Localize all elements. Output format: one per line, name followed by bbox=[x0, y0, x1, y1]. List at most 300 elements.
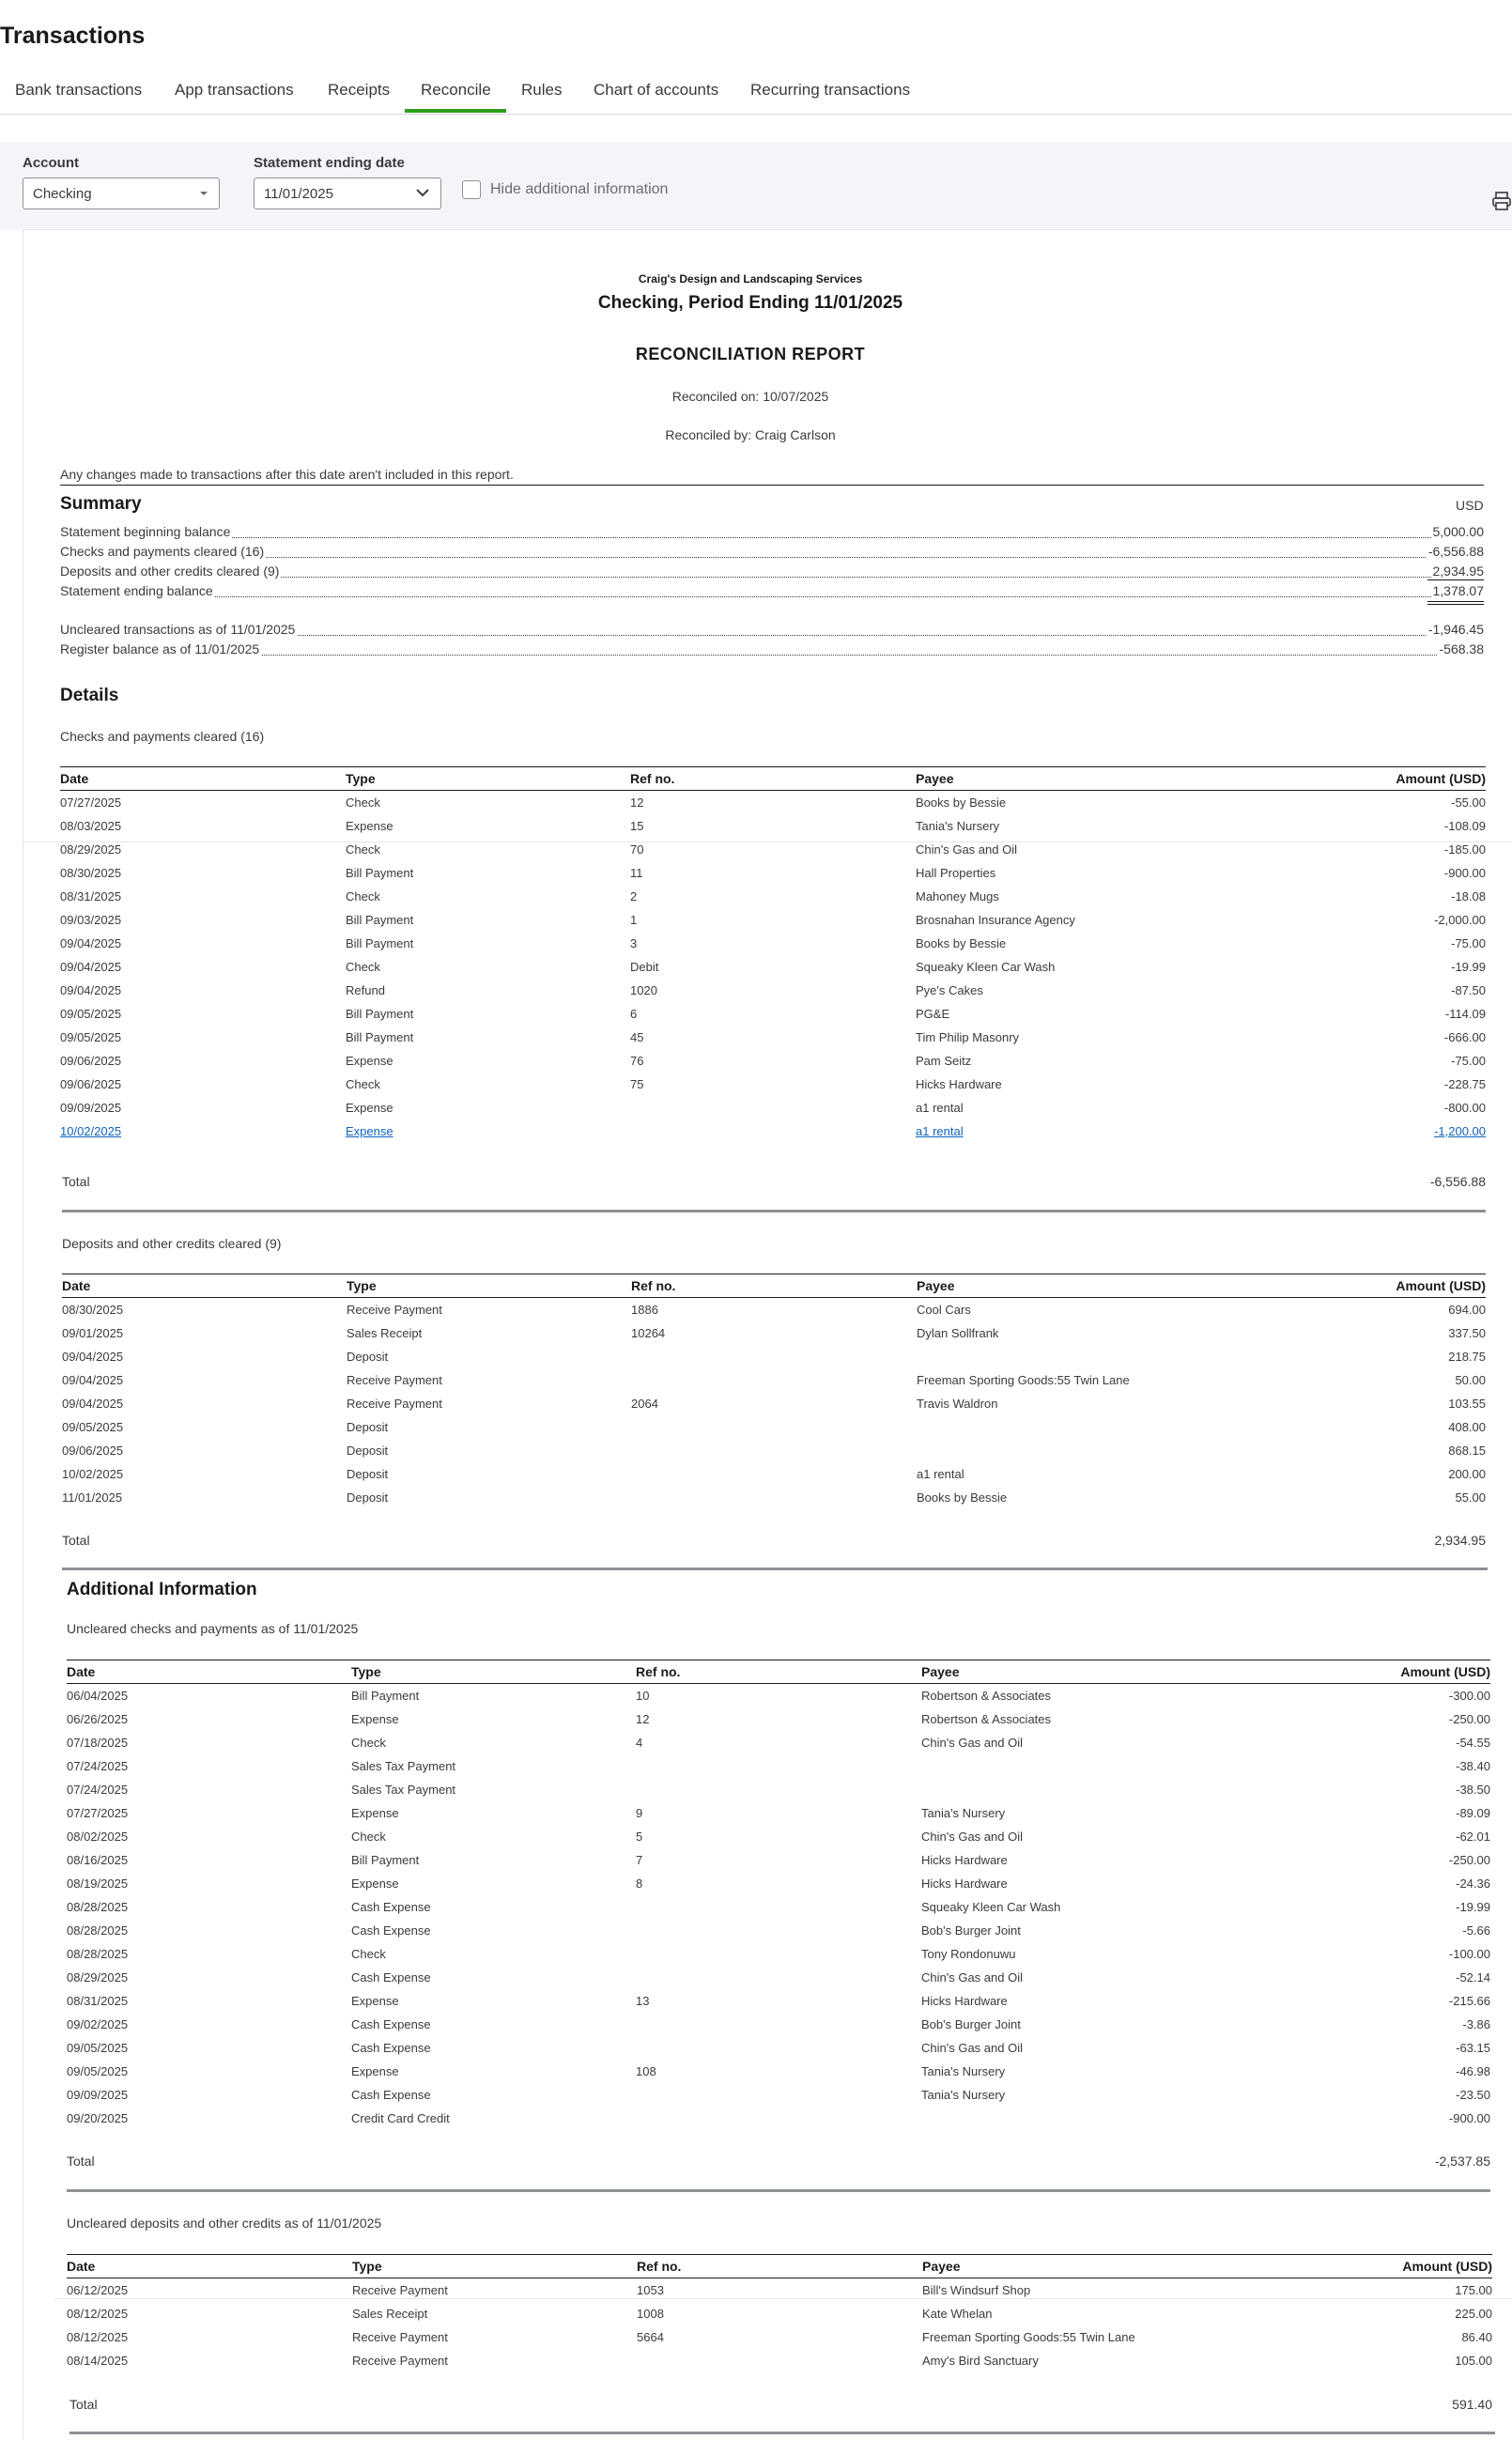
cell-ref: 45 bbox=[630, 1030, 644, 1044]
cell-payee: Chin's Gas and Oil bbox=[921, 1970, 1023, 1984]
table-row[interactable] bbox=[67, 1919, 1490, 1942]
cell-payee: Bob's Burger Joint bbox=[921, 2017, 1021, 2031]
summary-line: Register balance as of 11/01/2025 -568.38 bbox=[60, 641, 1484, 656]
section-divider bbox=[54, 2298, 1512, 2299]
column-header-type[interactable]: Type bbox=[352, 2255, 637, 2278]
cell-type: Cash Expense bbox=[351, 2088, 431, 2102]
cell-amount: -19.99 bbox=[1456, 1900, 1490, 1914]
cell-date: 09/09/2025 bbox=[60, 1101, 122, 1115]
cell-type: Deposit bbox=[347, 1420, 389, 1434]
cell-date: 11/01/2025 bbox=[62, 1490, 123, 1505]
table-row[interactable] bbox=[60, 1049, 1486, 1073]
tab-chart-of-accounts[interactable]: Chart of accounts bbox=[594, 81, 719, 99]
cell-ref bbox=[636, 1778, 921, 1801]
table-row[interactable] bbox=[62, 1462, 1486, 1486]
uncleared-deposits-table bbox=[67, 2254, 1492, 2372]
checks-cleared-title: Checks and payments cleared (16) bbox=[60, 729, 265, 744]
table-row[interactable] bbox=[60, 1096, 1486, 1120]
cell-payee: Bill's Windsurf Shop bbox=[922, 2283, 1031, 2297]
column-header-date[interactable]: Date bbox=[67, 2255, 352, 2278]
cell-ref: 2064 bbox=[631, 1397, 658, 1411]
report-period: Checking, Period Ending 11/01/2025 bbox=[597, 293, 903, 313]
additional-info-heading: Additional Information bbox=[67, 1580, 257, 1599]
cell-date: 08/14/2025 bbox=[67, 2354, 129, 2368]
cell-payee: Hicks Hardware bbox=[916, 1077, 1002, 1091]
cell-type: Check bbox=[351, 1736, 386, 1750]
cell-ref: 1 bbox=[630, 913, 638, 927]
cell-amount: 408.00 bbox=[1448, 1420, 1486, 1434]
table-row[interactable] bbox=[67, 1778, 1490, 1801]
cell-type: Sales Tax Payment bbox=[351, 1759, 456, 1773]
cell-date: 09/20/2025 bbox=[67, 2111, 129, 2125]
statement-date-select[interactable] bbox=[254, 178, 441, 209]
active-tab-indicator bbox=[405, 109, 506, 113]
uncleared-checks-total-value: -2,537.85 bbox=[1434, 2154, 1490, 2169]
cell-amount: 694.00 bbox=[1448, 1303, 1486, 1317]
cell-amount: -300.00 bbox=[1448, 1689, 1490, 1703]
cell-type: Expense bbox=[346, 819, 393, 833]
cell-type[interactable]: Expense bbox=[346, 1124, 393, 1138]
cell-type: Receive Payment bbox=[352, 2283, 448, 2297]
cell-payee: Cool Cars bbox=[917, 1303, 971, 1317]
details-heading: Details bbox=[60, 686, 119, 705]
cell-ref: 2 bbox=[630, 889, 638, 903]
column-header-type[interactable]: Type bbox=[346, 767, 630, 791]
column-header-date[interactable]: Date bbox=[67, 1660, 351, 1684]
cell-type: Bill Payment bbox=[351, 1853, 420, 1867]
cell-ref bbox=[636, 1754, 921, 1778]
cell-ref bbox=[631, 1345, 917, 1368]
cell-type: Cash Expense bbox=[351, 1923, 431, 1938]
hide-additional-checkbox[interactable] bbox=[462, 180, 481, 199]
cell-ref: 1053 bbox=[637, 2283, 664, 2297]
cell-payee[interactable]: a1 rental bbox=[916, 1124, 964, 1138]
cell-amount: -23.50 bbox=[1456, 2088, 1490, 2102]
cell-amount: -114.09 bbox=[1444, 1007, 1486, 1021]
cell-payee: Books by Bessie bbox=[916, 795, 1007, 810]
column-header-payee[interactable]: Payee bbox=[921, 1660, 1206, 1684]
cell-payee: Chin's Gas and Oil bbox=[921, 2041, 1023, 2055]
cell-amount: 55.00 bbox=[1455, 1490, 1486, 1505]
report-title: RECONCILIATION REPORT bbox=[635, 345, 866, 363]
statement-date-label: Statement ending date bbox=[254, 155, 405, 171]
cell-ref bbox=[636, 1919, 921, 1942]
cell-type: Receive Payment bbox=[352, 2354, 448, 2368]
cell-payee: Chin's Gas and Oil bbox=[916, 842, 1017, 857]
cell-payee: Tania's Nursery bbox=[921, 2088, 1006, 2102]
table-row[interactable] bbox=[62, 1298, 1486, 1322]
uncleared-checks-title: Uncleared checks and payments as of 11/01/2025 bbox=[67, 1621, 359, 1636]
table-row[interactable] bbox=[67, 1801, 1490, 1825]
table-row[interactable] bbox=[62, 1439, 1486, 1462]
cell-ref bbox=[631, 1486, 917, 1509]
cell-amount: -18.08 bbox=[1451, 889, 1486, 903]
tab-rules[interactable]: Rules bbox=[521, 81, 563, 99]
table-row[interactable] bbox=[67, 2036, 1490, 2060]
subtotal-rule bbox=[1427, 579, 1484, 580]
column-header-amount[interactable]: Amount (USD) bbox=[1201, 1274, 1486, 1298]
table-row[interactable] bbox=[67, 1989, 1490, 2013]
total-underline bbox=[62, 1567, 1488, 1570]
table-row[interactable] bbox=[60, 1002, 1486, 1026]
table-row[interactable] bbox=[62, 1392, 1486, 1415]
account-select[interactable] bbox=[23, 178, 220, 209]
cell-type: Check bbox=[346, 795, 380, 810]
cell-date: 09/04/2025 bbox=[62, 1397, 124, 1411]
cell-ref: 1020 bbox=[630, 983, 657, 997]
cell-amount: -55.00 bbox=[1451, 795, 1486, 810]
reconciled-on: Reconciled on: 10/07/2025 bbox=[671, 389, 829, 404]
cell-type: Cash Expense bbox=[351, 1970, 431, 1984]
cell-payee bbox=[917, 1415, 1201, 1439]
cell-amount: 86.40 bbox=[1461, 2330, 1492, 2344]
cell-payee: Freeman Sporting Goods:55 Twin Lane bbox=[922, 2330, 1135, 2344]
cell-date: 09/01/2025 bbox=[62, 1326, 124, 1340]
table-row[interactable] bbox=[62, 1345, 1486, 1368]
cell-date: 09/09/2025 bbox=[67, 2088, 129, 2102]
cell-date: 07/24/2025 bbox=[67, 1759, 129, 1773]
reconciled-by: Reconciled by: Craig Carlson bbox=[665, 427, 836, 442]
cell-amount: -2,000.00 bbox=[1434, 913, 1486, 927]
cell-payee: PG&E bbox=[916, 1007, 950, 1021]
cell-ref: 75 bbox=[630, 1077, 644, 1091]
tab-reconcile[interactable]: Reconcile bbox=[421, 81, 491, 99]
table-row[interactable] bbox=[67, 1684, 1490, 1708]
table-row[interactable] bbox=[67, 1707, 1490, 1731]
cell-date: 09/04/2025 bbox=[60, 936, 122, 950]
table-row[interactable] bbox=[60, 908, 1486, 932]
cell-ref: 10 bbox=[636, 1689, 650, 1703]
cell-amount: 337.50 bbox=[1448, 1326, 1486, 1340]
table-row[interactable] bbox=[67, 2325, 1492, 2349]
cell-date: 08/03/2025 bbox=[60, 819, 122, 833]
cell-type: Check bbox=[351, 1830, 386, 1844]
column-header-payee[interactable]: Payee bbox=[917, 1274, 1201, 1298]
cell-ref bbox=[636, 1966, 921, 1989]
cell-type: Expense bbox=[351, 2064, 399, 2078]
cell-date: 08/16/2025 bbox=[67, 1853, 129, 1867]
column-header-ref[interactable]: Ref no. bbox=[630, 767, 916, 791]
cell-ref: 9 bbox=[636, 1806, 643, 1820]
column-header-ref[interactable]: Ref no. bbox=[631, 1274, 917, 1298]
table-row[interactable] bbox=[60, 861, 1486, 885]
checks-total-value: -6,556.88 bbox=[1429, 1174, 1486, 1189]
cell-date: 07/27/2025 bbox=[67, 1806, 129, 1820]
cell-payee: Tania's Nursery bbox=[921, 1806, 1006, 1820]
cell-payee: Books by Bessie bbox=[917, 1490, 1008, 1505]
cell-ref: 10264 bbox=[631, 1326, 666, 1340]
cell-date: 09/06/2025 bbox=[60, 1077, 122, 1091]
cell-amount: -215.66 bbox=[1448, 1994, 1490, 2008]
cell-date: 08/28/2025 bbox=[67, 1900, 129, 1914]
table-row[interactable] bbox=[60, 979, 1486, 1002]
cell-payee: Pye's Cakes bbox=[916, 983, 983, 997]
cell-date: 08/12/2025 bbox=[67, 2307, 129, 2321]
cell-type: Receive Payment bbox=[347, 1303, 442, 1317]
table-row[interactable] bbox=[60, 885, 1486, 908]
cell-payee: Books by Bessie bbox=[916, 936, 1007, 950]
cell-amount: 218.75 bbox=[1448, 1350, 1486, 1364]
uncleared-checks-total-label: Total bbox=[67, 2154, 95, 2169]
cell-amount: -87.50 bbox=[1451, 983, 1486, 997]
column-header-amount[interactable]: Amount (USD) bbox=[1206, 1660, 1490, 1684]
cell-ref bbox=[636, 1895, 921, 1919]
checks-total-label: Total bbox=[62, 1174, 90, 1189]
cell-date: 09/06/2025 bbox=[62, 1444, 124, 1458]
cell-type: Bill Payment bbox=[346, 913, 414, 927]
cell-ref: 7 bbox=[636, 1853, 643, 1867]
cell-date: 08/12/2025 bbox=[67, 2330, 129, 2344]
statement-date-value: 11/01/2025 bbox=[264, 186, 333, 202]
cell-ref: 70 bbox=[630, 842, 644, 857]
cell-date: 09/03/2025 bbox=[60, 913, 122, 927]
table-row[interactable] bbox=[67, 2302, 1492, 2325]
cell-ref bbox=[636, 2083, 921, 2107]
chevron-down-icon bbox=[198, 186, 209, 203]
hide-additional-label: Hide additional information bbox=[490, 181, 669, 197]
deposits-cleared-title: Deposits and other credits cleared (9) bbox=[62, 1236, 282, 1251]
cell-type: Bill Payment bbox=[346, 866, 414, 880]
cell-ref[interactable] bbox=[630, 1120, 916, 1143]
cell-type: Bill Payment bbox=[351, 1689, 420, 1703]
cell-date[interactable]: 10/02/2025 bbox=[60, 1124, 122, 1138]
cell-type: Expense bbox=[351, 1712, 399, 1726]
cell-amount: -46.98 bbox=[1456, 2064, 1490, 2078]
table-row[interactable] bbox=[67, 1731, 1490, 1754]
cell-date: 06/12/2025 bbox=[67, 2283, 129, 2297]
column-header-ref[interactable]: Ref no. bbox=[637, 2255, 922, 2278]
cell-payee: Tim Philip Masonry bbox=[916, 1030, 1020, 1044]
cell-ref: 8 bbox=[636, 1876, 643, 1891]
cell-ref: 6 bbox=[630, 1007, 638, 1021]
summary-heading: Summary bbox=[60, 494, 142, 514]
table-row[interactable] bbox=[60, 1073, 1486, 1096]
cell-payee: Tania's Nursery bbox=[916, 819, 1000, 833]
cell-amount: -75.00 bbox=[1451, 936, 1486, 950]
cell-amount: -250.00 bbox=[1448, 1853, 1490, 1867]
cell-amount: -100.00 bbox=[1448, 1947, 1490, 1961]
cell-type: Expense bbox=[351, 1806, 399, 1820]
cell-date: 09/05/2025 bbox=[62, 1420, 124, 1434]
summary-line: Deposits and other credits cleared (9) 2,934.95 bbox=[60, 564, 1484, 579]
table-row[interactable] bbox=[67, 2083, 1490, 2107]
total-underline bbox=[62, 1210, 1486, 1212]
cell-type: Deposit bbox=[347, 1490, 389, 1505]
cell-payee bbox=[921, 1778, 1206, 1801]
cell-date: 06/04/2025 bbox=[67, 1689, 129, 1703]
cell-date: 06/26/2025 bbox=[67, 1712, 129, 1726]
cell-date: 09/05/2025 bbox=[60, 1030, 122, 1044]
cell-date: 09/02/2025 bbox=[67, 2017, 129, 2031]
cell-type: Expense bbox=[346, 1101, 393, 1115]
cell-amount: 50.00 bbox=[1455, 1373, 1486, 1387]
page-title: Transactions bbox=[0, 23, 146, 49]
total-rule bbox=[1427, 604, 1484, 605]
printer-icon[interactable] bbox=[1491, 191, 1512, 216]
column-header-type[interactable]: Type bbox=[347, 1274, 631, 1298]
cell-type: Deposit bbox=[347, 1467, 389, 1481]
cell-ref bbox=[630, 1096, 916, 1120]
cell-type: Cash Expense bbox=[351, 2041, 431, 2055]
cell-payee: Kate Whelan bbox=[922, 2307, 993, 2321]
cell-date: 08/29/2025 bbox=[60, 842, 122, 857]
summary-line: Checks and payments cleared (16) -6,556.88 bbox=[60, 544, 1484, 559]
cell-amount: -5.66 bbox=[1462, 1923, 1490, 1938]
column-header-payee[interactable]: Payee bbox=[916, 767, 1201, 791]
total-underline bbox=[69, 2432, 1495, 2434]
table-row[interactable] bbox=[60, 1120, 1486, 1143]
tab-app-transactions[interactable]: App transactions bbox=[175, 81, 294, 99]
table-row[interactable] bbox=[60, 1026, 1486, 1049]
cell-amount: -75.00 bbox=[1451, 1054, 1486, 1068]
cell-payee: Freeman Sporting Goods:55 Twin Lane bbox=[917, 1373, 1130, 1387]
cell-ref: 1008 bbox=[637, 2307, 664, 2321]
cell-amount: -185.00 bbox=[1443, 842, 1486, 857]
cell-payee: Pam Seitz bbox=[916, 1054, 972, 1068]
table-row[interactable] bbox=[67, 1966, 1490, 1989]
cell-type: Receive Payment bbox=[352, 2330, 448, 2344]
table-row[interactable] bbox=[67, 1848, 1490, 1872]
cell-date: 09/04/2025 bbox=[60, 960, 122, 974]
cell-amount: -900.00 bbox=[1443, 866, 1486, 880]
table-row[interactable] bbox=[60, 955, 1486, 979]
cell-type: Bill Payment bbox=[346, 1007, 414, 1021]
uncleared-deposits-total-value: 591.40 bbox=[1452, 2397, 1492, 2412]
cell-date: 08/29/2025 bbox=[67, 1970, 129, 1984]
cell-ref: 4 bbox=[636, 1736, 643, 1750]
cell-amount: 225.00 bbox=[1455, 2307, 1492, 2321]
column-header-date[interactable]: Date bbox=[62, 1274, 347, 1298]
column-header-payee[interactable]: Payee bbox=[922, 2255, 1208, 2278]
cell-date: 09/04/2025 bbox=[62, 1350, 124, 1364]
summary-line: Statement ending balance 1,378.07 bbox=[60, 583, 1484, 598]
table-row[interactable] bbox=[67, 1895, 1490, 1919]
cell-payee: Bob's Burger Joint bbox=[921, 1923, 1021, 1938]
cell-amount: -900.00 bbox=[1448, 2111, 1490, 2125]
cell-amount[interactable]: -1,200.00 bbox=[1434, 1124, 1486, 1138]
report-disclaimer: Any changes made to transactions after this date aren't included in this report. bbox=[60, 467, 514, 482]
table-row[interactable] bbox=[67, 1872, 1490, 1895]
column-header-date[interactable]: Date bbox=[60, 767, 346, 791]
cell-payee bbox=[917, 1439, 1201, 1462]
column-header-amount[interactable]: Amount (USD) bbox=[1208, 2255, 1492, 2278]
cell-amount: 175.00 bbox=[1455, 2283, 1492, 2297]
cell-date: 08/31/2025 bbox=[67, 1994, 129, 2008]
table-row[interactable] bbox=[62, 1321, 1486, 1345]
cell-date: 08/30/2025 bbox=[60, 866, 122, 880]
column-header-amount[interactable]: Amount (USD) bbox=[1201, 767, 1486, 791]
account-label: Account bbox=[23, 155, 79, 171]
cell-payee bbox=[917, 1345, 1201, 1368]
table-row[interactable] bbox=[67, 2013, 1490, 2036]
cell-ref bbox=[631, 1415, 917, 1439]
cell-payee: Dylan Sollfrank bbox=[917, 1326, 999, 1340]
cell-date: 08/28/2025 bbox=[67, 1923, 129, 1938]
cell-type: Bill Payment bbox=[346, 1030, 414, 1044]
cell-ref: 3 bbox=[630, 936, 638, 950]
cell-type: Check bbox=[351, 1947, 386, 1961]
cell-amount: -24.36 bbox=[1456, 1876, 1490, 1891]
company-name: Craig's Design and Landscaping Services bbox=[638, 272, 863, 286]
table-row[interactable] bbox=[67, 1754, 1490, 1778]
cell-type: Receive Payment bbox=[347, 1397, 442, 1411]
table-row[interactable] bbox=[60, 814, 1486, 838]
cell-date: 09/04/2025 bbox=[62, 1373, 124, 1387]
cell-type: Expense bbox=[351, 1994, 399, 2008]
table-row[interactable] bbox=[60, 791, 1486, 815]
table-row[interactable] bbox=[67, 2349, 1492, 2372]
cell-ref bbox=[631, 1439, 917, 1462]
tab-bar bbox=[0, 68, 1512, 115]
account-select-value: Checking bbox=[33, 186, 92, 202]
cell-ref: 108 bbox=[636, 2064, 656, 2078]
column-header-type[interactable]: Type bbox=[351, 1660, 636, 1684]
cell-type: Sales Tax Payment bbox=[351, 1783, 456, 1797]
tab-bank-transactions[interactable]: Bank transactions bbox=[15, 81, 143, 99]
cell-payee: Amy's Bird Sanctuary bbox=[922, 2354, 1039, 2368]
cell-payee: Tony Rondonuwu bbox=[921, 1947, 1016, 1961]
cell-amount: -62.01 bbox=[1456, 1830, 1490, 1844]
cell-amount: -19.99 bbox=[1451, 960, 1486, 974]
cell-type: Deposit bbox=[347, 1350, 389, 1364]
cell-ref: 5664 bbox=[637, 2330, 664, 2344]
cell-ref: 12 bbox=[630, 795, 644, 810]
cell-ref: 5 bbox=[636, 1830, 643, 1844]
cell-ref bbox=[631, 1462, 917, 1486]
cell-date: 09/05/2025 bbox=[60, 1007, 122, 1021]
tab-receipts[interactable]: Receipts bbox=[328, 81, 391, 99]
cell-payee: Travis Waldron bbox=[917, 1397, 998, 1411]
cell-payee: Hicks Hardware bbox=[921, 1876, 1008, 1891]
summary-line: Statement beginning balance 5,000.00 bbox=[60, 524, 1484, 539]
table-row[interactable] bbox=[67, 1942, 1490, 1966]
cell-date: 08/31/2025 bbox=[60, 889, 122, 903]
tab-recurring-transactions[interactable]: Recurring transactions bbox=[750, 81, 911, 99]
cell-ref: Debit bbox=[630, 960, 659, 974]
cell-date: 09/05/2025 bbox=[67, 2041, 129, 2055]
cell-payee: Chin's Gas and Oil bbox=[921, 1830, 1023, 1844]
table-row[interactable] bbox=[62, 1415, 1486, 1439]
table-row[interactable] bbox=[62, 1368, 1486, 1392]
deposits-total-label: Total bbox=[62, 1533, 90, 1548]
cell-date: 08/30/2025 bbox=[62, 1303, 124, 1317]
cell-amount: -3.86 bbox=[1462, 2017, 1490, 2031]
table-row[interactable] bbox=[67, 2060, 1490, 2083]
table-row[interactable] bbox=[60, 932, 1486, 955]
cell-date: 08/28/2025 bbox=[67, 1947, 129, 1961]
cell-payee: Robertson & Associates bbox=[921, 1689, 1052, 1703]
cell-type: Check bbox=[346, 960, 380, 974]
chevron-down-icon bbox=[414, 186, 431, 203]
table-row[interactable] bbox=[62, 1486, 1486, 1509]
table-row[interactable] bbox=[67, 2107, 1490, 2130]
cell-ref bbox=[636, 2036, 921, 2060]
cell-type: Cash Expense bbox=[351, 2017, 431, 2031]
cell-amount: -800.00 bbox=[1443, 1101, 1486, 1115]
cell-date: 08/19/2025 bbox=[67, 1876, 129, 1891]
table-row[interactable] bbox=[67, 1825, 1490, 1848]
cell-amount: -63.15 bbox=[1456, 2041, 1490, 2055]
cell-amount: 868.15 bbox=[1448, 1444, 1486, 1458]
column-header-ref[interactable]: Ref no. bbox=[636, 1660, 921, 1684]
cell-payee: Squeaky Kleen Car Wash bbox=[921, 1900, 1061, 1914]
cell-payee: Mahoney Mugs bbox=[916, 889, 999, 903]
deposits-total-value: 2,934.95 bbox=[1434, 1533, 1486, 1548]
cell-amount: -89.09 bbox=[1456, 1806, 1490, 1820]
cell-type: Expense bbox=[351, 1876, 399, 1891]
cell-date: 07/18/2025 bbox=[67, 1736, 129, 1750]
cell-date: 08/02/2025 bbox=[67, 1830, 129, 1844]
